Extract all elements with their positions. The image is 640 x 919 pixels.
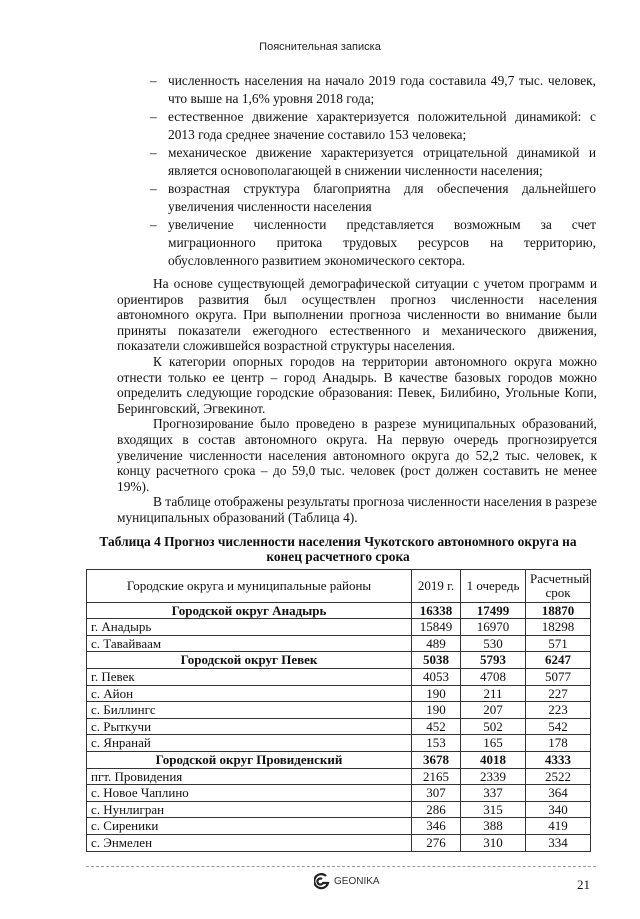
table-group-row xyxy=(87,602,591,619)
bullet-text: механическое движение характеризуется отрицательной динамикой и является основополагающей в снижении численности населения; xyxy=(168,145,596,178)
cell-value: 211 xyxy=(461,685,526,702)
dash-marker: – xyxy=(150,217,157,232)
table-group-row xyxy=(87,652,591,669)
page-header: Пояснительная записка xyxy=(259,41,381,53)
cell-name: с. Сиреники xyxy=(87,818,412,835)
cell-value: 223 xyxy=(526,702,591,719)
cell-value: 153 xyxy=(412,735,461,752)
table-row xyxy=(87,735,591,752)
table-row xyxy=(87,768,591,785)
cell-value: 2339 xyxy=(461,768,526,785)
cell-value: 5793 xyxy=(461,652,526,669)
cell-name: с. Энмелен xyxy=(87,835,412,852)
cell-name: г. Анадырь xyxy=(87,619,412,636)
cell-value: 337 xyxy=(461,785,526,802)
cell-value: 190 xyxy=(412,685,461,702)
cell-value: 178 xyxy=(526,735,591,752)
cell-value: 3678 xyxy=(412,752,461,769)
cell-value: 2522 xyxy=(526,768,591,785)
table-row xyxy=(87,619,591,636)
cell-name: с. Айон xyxy=(87,685,412,702)
cell-value: 388 xyxy=(461,818,526,835)
cell-value: 207 xyxy=(461,702,526,719)
dash-marker: – xyxy=(150,145,157,160)
cell-value: 4018 xyxy=(461,752,526,769)
paragraph: Прогнозирование было проведено в разрезе муниципальных образований, входящих в состав автономного округа. На первую очередь прогнозируется увеличение численности населения автономного округа до 52,2 тыс. человек, к концу расчетного срока – до 59,0 тыс. человек (рост должен составить не менее 19%). xyxy=(117,416,597,494)
cell-value: 542 xyxy=(526,718,591,735)
paragraph: В таблице отображены результаты прогноза численности населения в разрезе муниципальных образований (Таблица 4). xyxy=(117,494,597,525)
table-row xyxy=(87,835,591,852)
column-header-2019: 2019 г. xyxy=(412,569,461,602)
cell-value: 307 xyxy=(412,785,461,802)
table-row xyxy=(87,685,591,702)
table-row xyxy=(87,801,591,818)
cell-value: 16970 xyxy=(461,619,526,636)
bullet-text: увеличение численности представляется возможным за счет миграционного притока трудовых ресурсов на территорию, обусловленного развитием экономического сектора. xyxy=(168,217,596,268)
cell-value: 276 xyxy=(412,835,461,852)
bullet-text: численность населения на начало 2019 года составила 49,7 тыс. человек, что выше на 1,6% уровня 2018 года; xyxy=(168,73,596,106)
table-group-row xyxy=(87,752,591,769)
cell-value: 2165 xyxy=(412,768,461,785)
cell-value: 310 xyxy=(461,835,526,852)
bullet-item xyxy=(150,180,596,216)
cell-name: с. Янранай xyxy=(87,735,412,752)
geonika-logo xyxy=(314,873,380,891)
cell-value: 15849 xyxy=(412,619,461,636)
cell-value: 18298 xyxy=(526,619,591,636)
bullet-item xyxy=(150,216,596,270)
cell-name: пгт. Провидения xyxy=(87,768,412,785)
table-header-row xyxy=(87,569,591,602)
table-row xyxy=(87,785,591,802)
page-number: 21 xyxy=(577,876,590,892)
bullet-text: возрастная структура благоприятна для обеспечения дальнейшего увеличения численности населения xyxy=(168,181,596,214)
dash-marker: – xyxy=(150,181,157,196)
bullet-item xyxy=(150,72,596,108)
cell-name: Городской округ Певек xyxy=(87,652,412,669)
cell-value: 571 xyxy=(526,635,591,652)
cell-value: 4053 xyxy=(412,669,461,686)
cell-name: с. Нунлигран xyxy=(87,801,412,818)
table-row xyxy=(87,718,591,735)
bullet-item xyxy=(150,108,596,144)
cell-value: 4333 xyxy=(526,752,591,769)
cell-value: 315 xyxy=(461,801,526,818)
cell-value: 5077 xyxy=(526,669,591,686)
cell-value: 419 xyxy=(526,818,591,835)
cell-name: Городской округ Анадырь xyxy=(87,602,412,619)
table-row xyxy=(87,635,591,652)
cell-name: с. Тавайваам xyxy=(87,635,412,652)
cell-name: с. Биллингс xyxy=(87,702,412,719)
cell-value: 502 xyxy=(461,718,526,735)
table-caption: Таблица 4 Прогноз численности населения Чукотского автономного округа на конец расчетного срока xyxy=(99,533,577,565)
cell-value: 346 xyxy=(412,818,461,835)
cell-value: 6247 xyxy=(526,652,591,669)
cell-value: 489 xyxy=(412,635,461,652)
cell-value: 340 xyxy=(526,801,591,818)
cell-value: 334 xyxy=(526,835,591,852)
column-header-name: Городские округа и муниципальные районы xyxy=(87,569,412,602)
cell-value: 18870 xyxy=(526,602,591,619)
bullet-item xyxy=(150,144,596,180)
cell-value: 17499 xyxy=(461,602,526,619)
cell-name: с. Рыткучи xyxy=(87,718,412,735)
paragraph: На основе существующей демографической ситуации с учетом программ и ориентиров развития был осуществлен прогноз численности населения автономного округа. При выполнении прогноза численности во внимание были приняты показатели ежегодного естественного и механического движения, показатели сложившейся возрастной структуры населения. xyxy=(117,276,597,354)
cell-value: 530 xyxy=(461,635,526,652)
bullet-text: естественное движение характеризуется положительной динамикой: с 2013 года среднее значение составило 153 человека; xyxy=(168,109,596,142)
population-forecast-table xyxy=(86,569,591,852)
column-header-final: Расчетный срок xyxy=(526,569,591,602)
cell-value: 16338 xyxy=(412,602,461,619)
cell-value: 165 xyxy=(461,735,526,752)
cell-value: 286 xyxy=(412,801,461,818)
cell-value: 4708 xyxy=(461,669,526,686)
paragraph: К категории опорных городов на территории автономного округа можно отнести только ее центр – город Анадырь. В качестве базовых городов можно определить следующие городские образования: Певек, Билибино, Угольные Копи, Беринговский, Эгвекинот. xyxy=(117,353,597,416)
table-row xyxy=(87,669,591,686)
cell-name: с. Новое Чаплино xyxy=(87,785,412,802)
cell-value: 190 xyxy=(412,702,461,719)
cell-value: 5038 xyxy=(412,652,461,669)
dash-marker: – xyxy=(150,73,157,88)
logo-text: GEONIKA xyxy=(334,876,380,888)
cell-value: 364 xyxy=(526,785,591,802)
cell-name: Городской округ Провиденский xyxy=(87,752,412,769)
body-text xyxy=(117,276,597,526)
column-header-first-stage: 1 очередь xyxy=(461,569,526,602)
cell-value: 452 xyxy=(412,718,461,735)
spiral-logo-icon xyxy=(314,873,330,891)
cell-name: г. Певек xyxy=(87,669,412,686)
dash-marker: – xyxy=(150,109,157,124)
table-row xyxy=(87,702,591,719)
cell-value: 227 xyxy=(526,685,591,702)
page-footer xyxy=(86,866,596,907)
bullet-list xyxy=(150,72,596,270)
table-row xyxy=(87,818,591,835)
